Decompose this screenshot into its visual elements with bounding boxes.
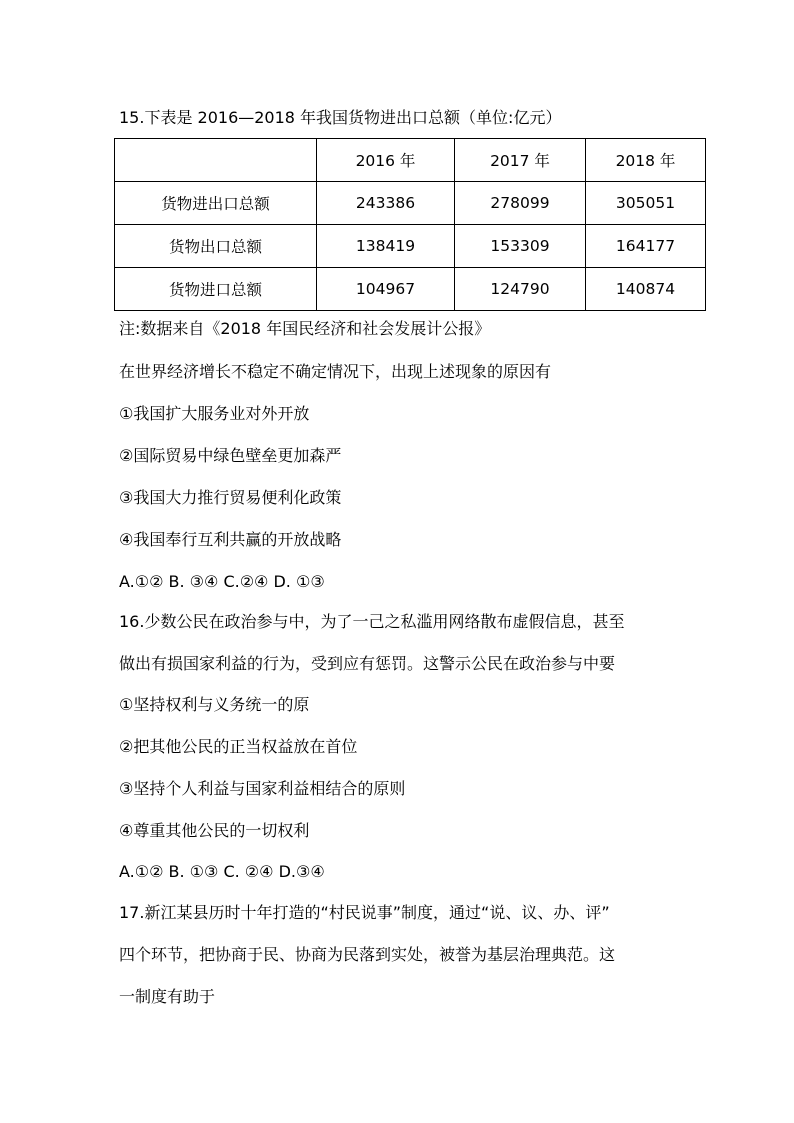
table-row [115, 225, 706, 268]
table-cell: 243386 [317, 182, 455, 225]
table-header-cell: 2018 年 [586, 139, 706, 182]
q17-stem-line1: 17.新江某县历时十年打造的“村民说事”制度，通过“说、议、办、评” [119, 903, 610, 922]
table-row [115, 268, 706, 311]
table-cell: 104967 [317, 268, 455, 311]
table-cell: 138419 [317, 225, 455, 268]
q15-option-2: ②国际贸易中绿色壁垒更加森严 [119, 446, 342, 465]
q16-option-4: ④尊重其他公民的一切权利 [119, 821, 310, 840]
table-cell: 货物出口总额 [115, 225, 317, 268]
table-cell: 164177 [586, 225, 706, 268]
q15-question: 在世界经济增长不稳定不确定情况下，出现上述现象的原因有 [119, 362, 552, 381]
trade-table [114, 138, 706, 311]
q15-option-3: ③我国大力推行贸易便利化政策 [119, 488, 342, 507]
table-cell: 153309 [455, 225, 586, 268]
table-cell: 140874 [586, 268, 706, 311]
q16-answers: A.①② B. ①③ C. ②④ D.③④ [119, 862, 325, 881]
table-header-cell [115, 139, 317, 182]
q16-option-2: ②把其他公民的正当权益放在首位 [119, 737, 358, 756]
table-row [115, 182, 706, 225]
table-header-row [115, 139, 706, 182]
q15-stem: 15.下表是 2016—2018 年我国货物进出口总额（单位:亿元） [119, 108, 562, 127]
q15-note: 注:数据来自《2018 年国民经济和社会发展计公报》 [119, 319, 491, 338]
q15-answers: A.①② B. ③④ C.②④ D. ①③ [119, 572, 325, 591]
q16-stem-line2: 做出有损国家利益的行为，受到应有惩罚。这警示公民在政治参与中要 [119, 654, 616, 673]
table-cell: 货物进口总额 [115, 268, 317, 311]
q15-option-4: ④我国奉行互利共赢的开放战略 [119, 530, 342, 549]
table-cell: 278099 [455, 182, 586, 225]
q15-option-1: ①我国扩大服务业对外开放 [119, 404, 310, 423]
table-cell: 124790 [455, 268, 586, 311]
table-cell: 货物进出口总额 [115, 182, 317, 225]
q17-stem-line2: 四个环节，把协商于民、协商为民落到实处，被誉为基层治理典范。这 [119, 945, 616, 964]
table-header-cell: 2016 年 [317, 139, 455, 182]
q16-option-1: ①坚持权利与义务统一的原 [119, 695, 310, 714]
table-cell: 305051 [586, 182, 706, 225]
q16-stem-line1: 16.少数公民在政治参与中，为了一己之私滥用网络散布虚假信息，甚至 [119, 612, 625, 631]
table-header-cell: 2017 年 [455, 139, 586, 182]
q17-stem-line3: 一制度有助于 [119, 987, 216, 1006]
q16-option-3: ③坚持个人利益与国家利益相结合的原则 [119, 779, 406, 798]
